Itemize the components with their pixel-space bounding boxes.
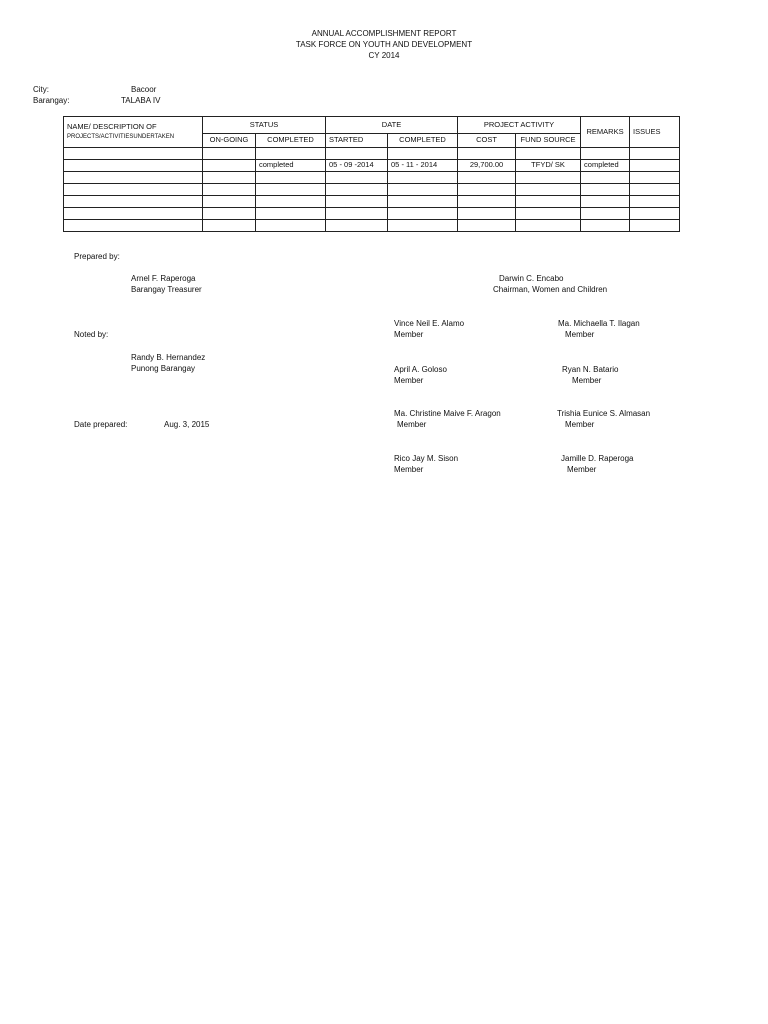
table-row — [64, 196, 680, 208]
report-year: CY 2014 — [368, 51, 400, 60]
row1-completed: completed — [256, 160, 326, 172]
date-completed-subheader: COMPLETED — [388, 134, 458, 148]
status-header: STATUS — [203, 117, 326, 134]
table-cell — [326, 220, 388, 232]
table-cell — [458, 196, 516, 208]
chairman-title: Chairman, Women and Children — [493, 285, 608, 294]
table-cell — [516, 148, 581, 160]
table-cell — [630, 196, 680, 208]
table-cell — [581, 208, 630, 220]
date-header: DATE — [326, 117, 458, 134]
table-cell — [326, 208, 388, 220]
report-title: ANNUAL ACCOMPLISHMENT REPORT — [311, 29, 457, 38]
row1-started: 05 - 09 -2014 — [326, 160, 388, 172]
chairman-name: Darwin C. Encabo — [499, 274, 564, 283]
table-cell — [458, 172, 516, 184]
row1-issues — [630, 160, 680, 172]
table-cell — [630, 208, 680, 220]
table-cell — [516, 184, 581, 196]
remarks-header: REMARKS — [581, 117, 630, 148]
noted-name: Randy B. Hernandez — [131, 353, 206, 362]
city-label: City: — [33, 85, 49, 94]
table-cell — [326, 196, 388, 208]
accomplishment-table — [63, 116, 680, 232]
member-name: Ma. Christine Maive F. Aragon — [394, 409, 501, 418]
table-cell — [203, 148, 256, 160]
table-cell — [256, 184, 326, 196]
member-title: Member — [565, 330, 595, 339]
table-cell — [388, 208, 458, 220]
table-cell — [203, 208, 256, 220]
member-name: April A. Goloso — [394, 365, 447, 374]
member-title: Member — [394, 376, 424, 385]
barangay-value: TALABA IV — [121, 96, 161, 105]
member-title: Member — [394, 330, 424, 339]
member-name: Ma. Michaella T. Ilagan — [558, 319, 640, 328]
table-cell — [630, 148, 680, 160]
table-cell — [458, 208, 516, 220]
table-cell — [64, 196, 203, 208]
barangay-label: Barangay: — [33, 96, 70, 105]
issues-header: ISSUES — [630, 117, 680, 148]
table-cell — [516, 196, 581, 208]
row1-name — [64, 160, 203, 172]
date-prepared-value: Aug. 3, 2015 — [164, 420, 210, 429]
table-cell — [630, 184, 680, 196]
cost-subheader: COST — [458, 134, 516, 148]
name-subheader-text: PROJECTS/ACTIVITIESUNDERTAKEN — [67, 133, 175, 140]
member-title: Member — [397, 420, 427, 429]
table-cell — [64, 220, 203, 232]
prepared-name: Arnel F. Raperoga — [131, 274, 196, 283]
table-cell — [581, 148, 630, 160]
row1-remarks: completed — [581, 160, 630, 172]
row1-fund-source: TFYD/ SK — [516, 160, 581, 172]
row1-ongoing — [203, 160, 256, 172]
table-cell — [203, 172, 256, 184]
table-cell — [203, 220, 256, 232]
member-name: Rico Jay M. Sison — [394, 454, 459, 463]
table-cell — [388, 220, 458, 232]
table-cell — [630, 172, 680, 184]
name-description-header — [64, 117, 203, 148]
table-header-row — [64, 117, 680, 134]
table-cell — [64, 172, 203, 184]
name-header-text: NAME/ DESCRIPTION OF — [67, 122, 157, 132]
table-cell — [326, 148, 388, 160]
table-row — [64, 220, 680, 232]
table-cell — [64, 148, 203, 160]
table-cell — [256, 208, 326, 220]
table-cell — [326, 184, 388, 196]
date-prepared-label: Date prepared: — [74, 420, 128, 429]
table-cell — [516, 208, 581, 220]
table-cell — [256, 196, 326, 208]
table-cell — [630, 220, 680, 232]
member-name: Vince Neil E. Alamo — [394, 319, 465, 328]
table-row — [64, 208, 680, 220]
table-cell — [256, 172, 326, 184]
table-row — [64, 184, 680, 196]
table-cell — [203, 184, 256, 196]
table-cell — [516, 172, 581, 184]
noted-title: Punong Barangay — [131, 364, 196, 373]
prepared-title: Barangay Treasurer — [131, 285, 202, 294]
report-subtitle: TASK FORCE ON YOUTH AND DEVELOPMENT — [295, 40, 473, 49]
row1-date-completed: 05 - 11 - 2014 — [388, 160, 458, 172]
table-cell — [458, 184, 516, 196]
member-name: Ryan N. Batario — [562, 365, 619, 374]
table-cell — [581, 220, 630, 232]
project-activity-header: PROJECT ACTIVITY — [458, 117, 581, 134]
table-cell — [516, 220, 581, 232]
member-name: Jamille D. Raperoga — [561, 454, 634, 463]
table-row — [64, 172, 680, 184]
table-cell — [581, 184, 630, 196]
table-cell — [458, 148, 516, 160]
member-title: Member — [567, 465, 597, 474]
table-cell — [256, 148, 326, 160]
ongoing-subheader: ON-GOING — [203, 134, 256, 148]
table-cell — [256, 220, 326, 232]
member-title: Member — [394, 465, 424, 474]
table-cell — [388, 184, 458, 196]
table-cell — [388, 172, 458, 184]
started-subheader: STARTED — [326, 134, 388, 148]
table-cell — [388, 196, 458, 208]
noted-by-label: Noted by: — [74, 330, 109, 339]
table-cell — [203, 196, 256, 208]
table-row — [64, 160, 680, 172]
table-row — [64, 148, 680, 160]
member-title: Member — [572, 376, 602, 385]
table-cell — [458, 220, 516, 232]
table-cell — [64, 208, 203, 220]
table-cell — [64, 184, 203, 196]
table-cell — [388, 148, 458, 160]
table-cell — [581, 172, 630, 184]
row1-cost: 29,700.00 — [458, 160, 516, 172]
city-value: Bacoor — [131, 85, 157, 94]
completed-subheader: COMPLETED — [256, 134, 326, 148]
fund-source-subheader: FUND SOURCE — [516, 134, 581, 148]
prepared-by-label: Prepared by: — [74, 252, 120, 261]
member-name: Trishia Eunice S. Almasan — [557, 409, 651, 418]
member-title: Member — [565, 420, 595, 429]
table-cell — [581, 196, 630, 208]
table-cell — [326, 172, 388, 184]
